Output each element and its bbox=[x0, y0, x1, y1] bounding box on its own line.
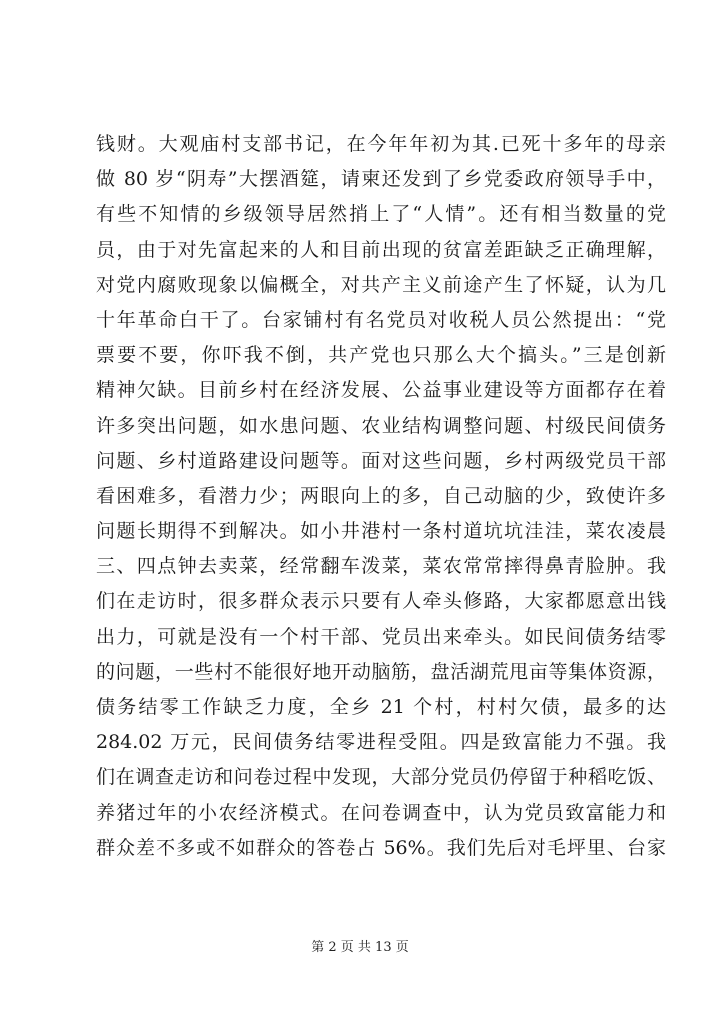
text-line: 问题长期得不到解决。如小井港村一条村道坑坑洼洼，菜农凌晨 bbox=[96, 520, 666, 543]
text-line: 出力，可就是没有一个村干部、党员出来牵头。如民间债务结零 bbox=[96, 625, 666, 648]
text-line: 284.02 万元，民间债务结零进程受阻。四是致富能力不强。我 bbox=[96, 731, 666, 754]
text-line: 精神欠缺。目前乡村在经济发展、公益事业建设等方面都存在着 bbox=[96, 379, 666, 402]
text-line: 三、四点钟去卖菜，经常翻车泼菜，菜农常常摔得鼻青脸肿。我 bbox=[96, 555, 666, 578]
text-line: 养猪过年的小农经济模式。在问卷调查中，认为党员致富能力和 bbox=[96, 801, 666, 824]
page-number-footer: 第 2 页 共 13 页 bbox=[311, 940, 409, 955]
text-line: 问题、乡村道路建设问题等。面对这些问题，乡村两级党员干部 bbox=[96, 449, 666, 472]
text-line: 票要不要，你吓我不倒，共产党也只那么大个搞头。”三是创新 bbox=[96, 344, 666, 367]
text-line: 群众差不多或不如群众的答卷占 56%。我们先后对毛坪里、台家 bbox=[96, 836, 666, 859]
text-line: 们在走访时，很多群众表示只要有人牵头修路，大家都愿意出钱 bbox=[96, 590, 666, 613]
text-line: 十年革命白干了。台家铺村有名党员对收税人员公然提出：“党 bbox=[96, 308, 666, 331]
text-line: 对党内腐败现象以偏概全，对共产主义前途产生了怀疑，认为几 bbox=[96, 273, 666, 296]
text-line: 们在调查走访和问卷过程中发现，大部分党员仍停留于种稻吃饭、 bbox=[96, 766, 666, 789]
body-text bbox=[96, 127, 666, 866]
text-line: 钱财。大观庙村支部书记，在今年年初为其.已死十多年的母亲 bbox=[96, 133, 666, 155]
text-line: 有些不知情的乡级领导居然捎上了“人情”。还有相当数量的党 bbox=[96, 203, 666, 226]
text-line: 债务结零工作缺乏力度，全乡 21 个村，村村欠债，最多的达 bbox=[96, 696, 666, 718]
text-line: 看困难多，看潜力少；两眼向上的多，自己动脑的少，致使许多 bbox=[96, 484, 666, 507]
text-line: 的问题，一些村不能很好地开动脑筋，盘活湖荒甩亩等集体资源， bbox=[96, 660, 666, 683]
text-line: 做 80 岁“阴寿”大摆酒筵，请柬还发到了乡党委政府领导手中， bbox=[96, 168, 666, 191]
text-line: 员，由于对先富起来的人和目前出现的贫富差距缺乏正确理解， bbox=[96, 238, 666, 261]
text-line: 许多突出问题，如水患问题、农业结构调整问题、村级民间债务 bbox=[96, 414, 666, 437]
